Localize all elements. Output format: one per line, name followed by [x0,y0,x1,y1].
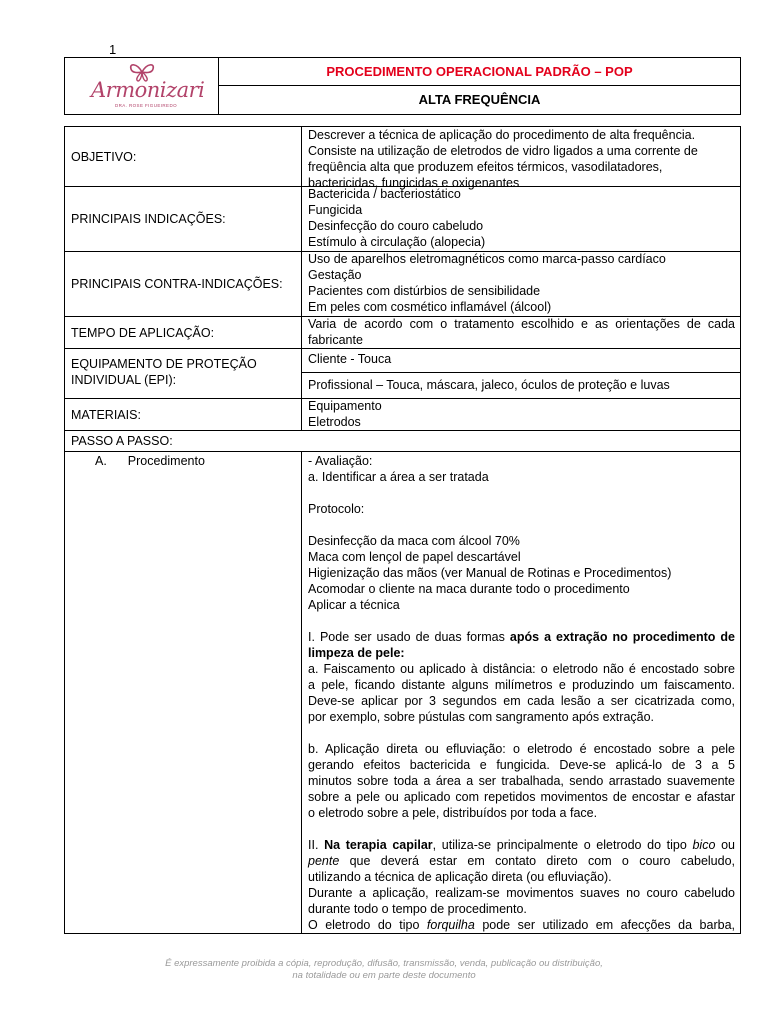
protocolo-heading: Protocolo: [308,502,365,516]
paragraph-ib-line: b. Aplicação direta ou efluviação: o eletrodo é encostado sobre a pele [308,742,735,756]
page-number: 1 [109,42,117,57]
text-run: pente [308,854,340,868]
contra-indicacao-item: Em peles com cosmético inflamável (álcool) [308,300,552,314]
procedimento-content [302,453,740,933]
paragraph-ia-line: Deve-se aplicar por 3 segundos em cada lesão a ser cicatrizada como, [308,694,735,708]
paragraph-ia-line: a pele, ficando distante alguns milímetros e produzindo um faiscamento. [308,678,735,692]
material-item: Eletrodos [308,415,361,429]
paragraph-ii-line [308,917,735,933]
text-run: O eletrodo do tipo [308,918,427,932]
tempo-label: TEMPO DE APLICAÇÃO: [71,325,215,340]
objetivo-line: freqüência alta que produzem efeitos térmicos, vasodilatadores, [308,160,663,174]
logo-subtitle: DRA. ROSE FIGUEIREDO [115,103,178,108]
objetivo-line: Consiste na utilização de eletrodos de vidro ligados a uma corrente de [308,144,698,158]
document-subtitle: ALTA FREQUÊNCIA [418,92,541,107]
tempo-line: fabricante [308,333,363,347]
paragraph-ii-line: utilizando a técnica de aplicação direta (ou efluviação). [308,870,612,884]
text-run: II. [308,838,325,852]
epi-profissional: Profissional – Touca, máscara, jaleco, óculos de proteção e luvas [308,378,670,392]
contra-indicacao-item: Pacientes com distúrbios de sensibilidade [308,284,541,298]
paragraph-ia-line: a. Faiscamento ou aplicado à distância: o eletrodo não é encostado sobre [308,662,735,676]
paragraph-ia-line: por exemplo, sobre pústulas com sangramento após extração. [308,710,655,724]
indicacoes-value [302,186,740,251]
paragraph-i-lead: I. Pode ser usado de duas formas [308,630,510,644]
paragraph-ib-line: o eletrodo sobre a pele, distribuídos por toda a face. [308,806,598,820]
contra-indicacao-item: Uso de aparelhos eletromagnéticos como marca-passo cardíaco [308,252,666,266]
tempo-value [302,316,740,348]
tempo-line: Varia de acordo com o tratamento escolhido e as orientações de cada [308,317,735,331]
logo-text: Armonizari [91,78,205,102]
objetivo-line: Descrever a técnica de aplicação do procedimento de alta frequência. [308,128,696,142]
paragraph-ib-line: gerando efeitos bactericida e fungicida. Deve-se aplicá-lo de 3 a 5 [308,758,735,772]
protocolo-step: Aplicar a técnica [308,598,400,612]
procedimento-marker: A. [95,454,107,468]
paragraph-ii-line [308,837,735,853]
text-run: , utiliza-se principalmente o eletrodo do tipo [432,838,693,852]
text-run: que deverá estar em contato direto com o couro cabeludo, [339,854,735,868]
epi-label-line: EQUIPAMENTO DE PROTEÇÃO [71,357,257,371]
epi-label [71,356,301,388]
material-item: Equipamento [308,399,382,413]
footer-notice-line: na totalidade ou em parte deste documento [292,970,476,981]
text-run: bico [692,838,716,852]
paragraph-ii-line: Durante a aplicação, realizam-se movimentos suaves no couro cabeludo [308,886,735,900]
paragraph-i-line [308,629,735,645]
contra-indicacoes-value [302,251,740,316]
materiais-label: MATERIAIS: [71,407,141,422]
materiais-value [302,398,740,430]
text-run: Na terapia capilar [324,838,433,852]
document-header [64,57,741,115]
epi-label-line: INDIVIDUAL (EPI): [71,373,177,387]
text-run: ou [715,838,735,852]
text-run: forquilha [426,918,475,932]
epi-cliente: Cliente - Touca [308,352,392,366]
document-title: PROCEDIMENTO OPERACIONAL PADRÃO – POP [219,58,740,86]
passo-a-passo-label: PASSO A PASSO: [71,434,173,448]
paragraph-i-emphasis: após a extração no procedimento de [509,630,735,644]
indicacao-item: Fungicida [308,203,363,217]
objetivo-line: bactericidas, fungicidas e oxigenantes [308,176,520,190]
objetivo-label: OBJETIVO: [71,149,137,164]
contra-indicacao-item: Gestação [308,268,362,282]
logo [65,58,219,114]
paragraph-ib-line: minutos sobre toda a área a ser trabalhada, sendo arrastado suavemente [308,774,735,788]
footer-notice-line: É expressamente proibida a cópia, reprodução, difusão, transmissão, venda, publicação ou distribuição, [165,958,603,969]
protocolo-step: Maca com lençol de papel descartável [308,550,521,564]
paragraph-i-emphasis: limpeza de pele: [308,646,405,660]
indicacao-item: Desinfecção do couro cabeludo [308,219,484,233]
indicacao-item: Estímulo à circulação (alopecia) [308,235,486,249]
procedure-table [64,126,741,934]
objetivo-value [302,127,740,190]
paragraph-ii-line [308,853,735,869]
paragraph-ii-line: durante todo o tempo de procedimento. [308,902,527,916]
text-run: pode ser utilizado em afecções da barba, [474,918,735,932]
procedimento-title: Procedimento [127,454,205,468]
contra-indicacoes-label: PRINCIPAIS CONTRA-INDICAÇÕES: [71,277,283,291]
indicacoes-label: PRINCIPAIS INDICAÇÕES: [71,212,226,226]
protocolo-step: Higienização das mãos (ver Manual de Rotinas e Procedimentos) [308,566,672,580]
protocolo-step: Desinfecção da maca com álcool 70% [308,534,520,548]
avaliacao-heading: - Avaliação: [308,454,373,468]
indicacao-item: Bactericida / bacteriostático [308,187,461,201]
protocolo-step: Acomodar o cliente na maca durante todo o procedimento [308,582,630,596]
procedimento-label [95,453,295,469]
paragraph-ib-line: sobre a pele ou aplicado com repetidos movimentos de encostar e afastar [308,790,735,804]
avaliacao-step: a. Identificar a área a ser tratada [308,470,489,484]
